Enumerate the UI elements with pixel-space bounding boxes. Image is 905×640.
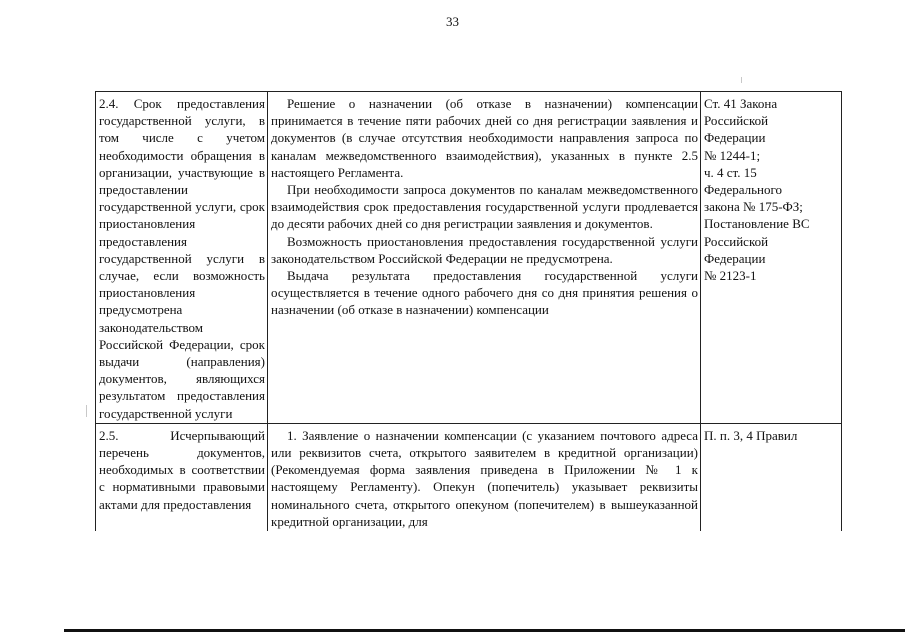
paragraph: Возможность приостановления предоставления государственной услуги законодательством Российской Федерации не предусмотрена. — [271, 233, 698, 266]
paragraph: При необходимости запроса документов по каналам межведомственного взаимодействия срок предоставления государственной услуги продлевается до десяти рабочих дней со дня регистрации заявления и документов. — [271, 182, 698, 232]
table-row — [96, 423, 842, 531]
paragraph: 1. Заявление о назначении компенсации (с указанием почтового адреса или реквизитов счета, открытого заявителем в кредитной организации) (Рекомендуемая форма заявления приведена в Приложении № 1 к настоящему Регламенту). Опекун (попечитель) указывает реквизиты номинального счета, открытого опекуном (попечителем) в вышеуказанной кредитной организации, для — [271, 427, 698, 529]
page-number: 33 — [446, 14, 459, 29]
requirement-name-cell: 2.4. Срок предоставления государственной услуги, в том числе с учетом необходимости обращения в организации, участвующие в предоставлении государственной услуги, срок приостановления предоставления государственной услуги в случае, если возможность приостановления предусмотрена законодательством Российской Федерации, срок выдачи (направления) документов, являющихся результатом предоставления государственной услуги — [96, 92, 268, 424]
regulation-table — [95, 91, 842, 531]
scan-margin-mark — [86, 405, 87, 417]
page-bottom-rule — [64, 629, 905, 632]
requirement-content-cell — [268, 423, 701, 531]
scan-margin-mark — [741, 77, 742, 83]
paragraph: Решение о назначении (об отказе в назначении) компенсации принимается в течение пяти рабочих дней со дня регистрации заявления и документов (в случае отсутствия необходимости направления запроса по каналам межведомственного взаимодействия), указанных в пункте 2.5 настоящего Регламента. — [271, 96, 698, 180]
requirement-name-cell: 2.5. Исчерпывающий перечень документов, необходимых в соответствии с нормативными правовыми актами для предоставления — [96, 423, 268, 531]
requirement-content-cell — [268, 92, 701, 424]
legal-basis-cell: Ст. 41 Закона Российской Федерации № 1244-1; ч. 4 ст. 15 Федерального закона № 175-ФЗ; Постановление ВС Российской Федерации № 2123-1 — [701, 92, 842, 424]
legal-basis-cell: П. п. 3, 4 Правил — [701, 423, 842, 531]
table-row — [96, 92, 842, 424]
paragraph: Выдача результата предоставления государственной услуги осуществляется в течение одного рабочего дня со дня принятия решения о назначении (об отказе в назначении) компенсации — [271, 268, 698, 318]
